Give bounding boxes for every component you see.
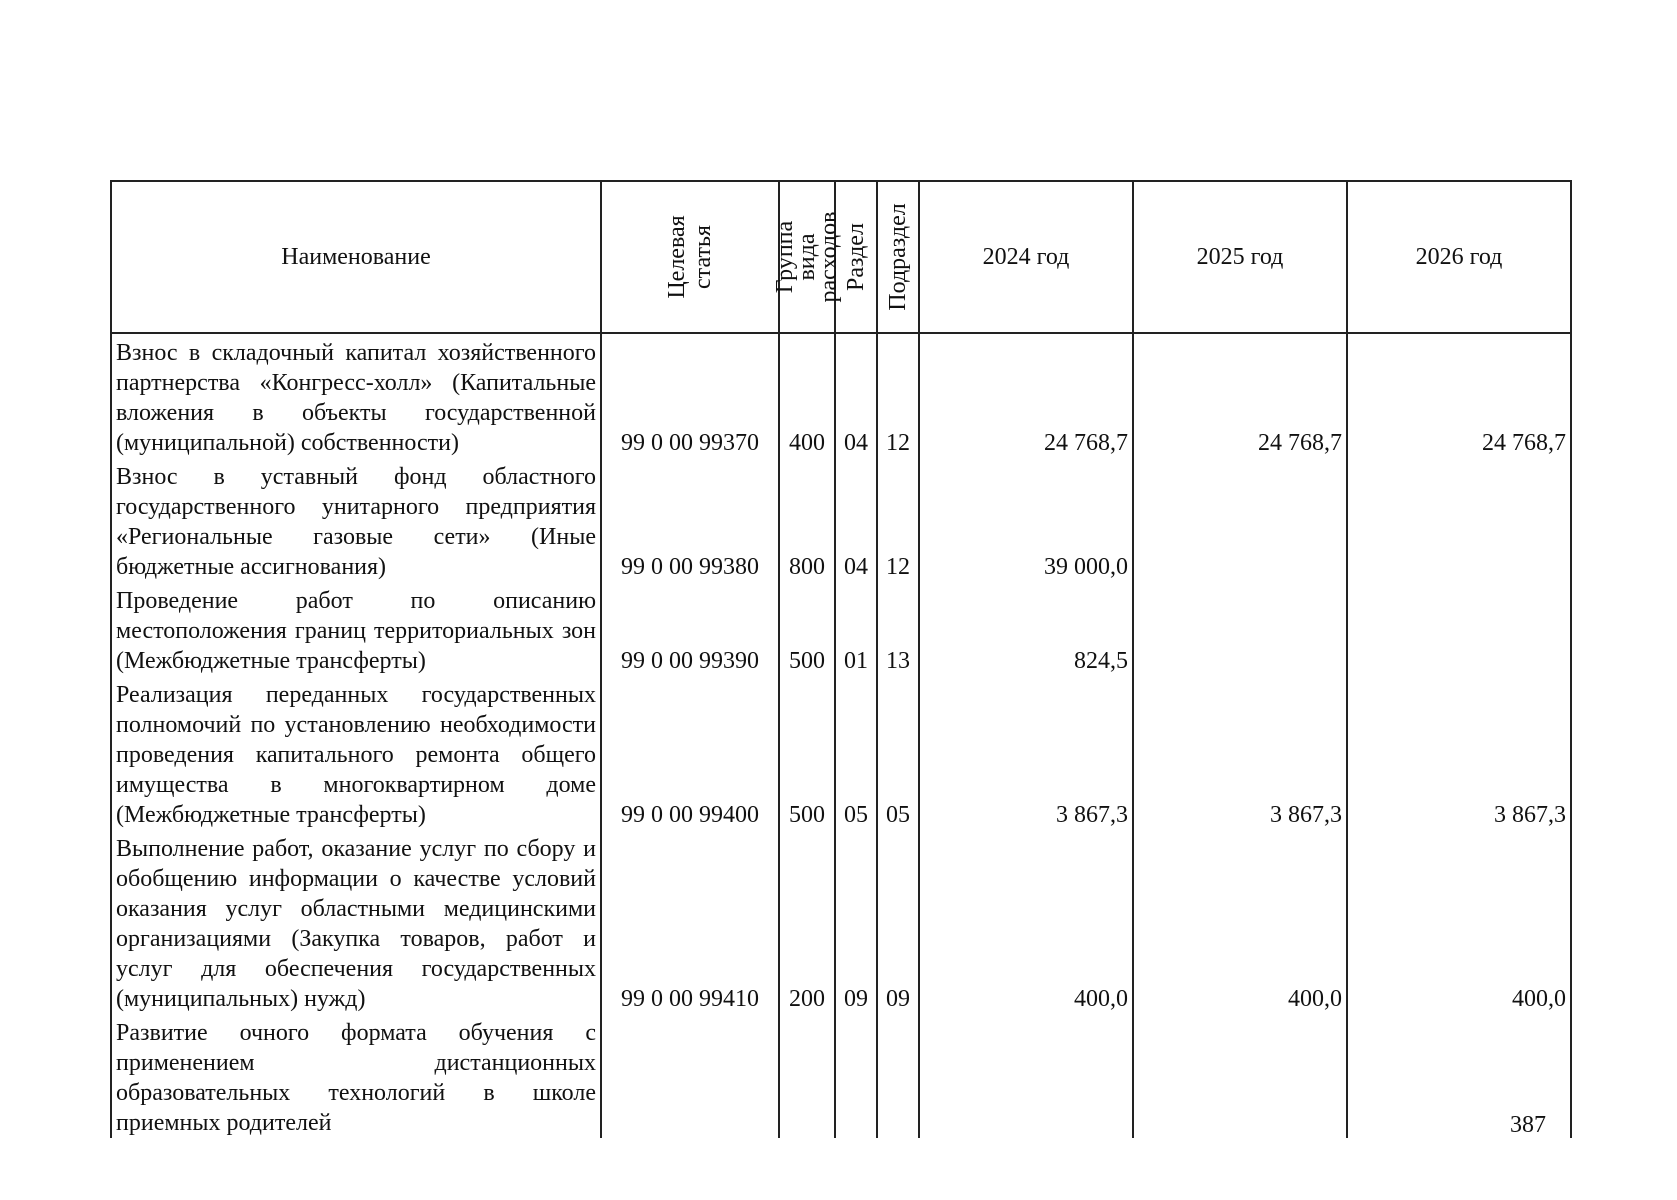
row-2025 [1133, 458, 1347, 582]
row-subsection: 12 [877, 458, 919, 582]
row-name: Проведение работ по описанию местоположения границ территориальных зон (Межбюджетные трансферты) [111, 582, 601, 676]
row-2024: 824,5 [919, 582, 1133, 676]
col-header-subsection: Подраздел [877, 181, 919, 333]
row-2024: 400,0 [919, 830, 1133, 1014]
row-target: 99 0 00 99380 [601, 458, 779, 582]
row-target: 99 0 00 99410 [601, 830, 779, 1014]
row-name: Взнос в уставный фонд областного государственного унитарного предприятия «Региональные газовые сети» (Иные бюджетные ассигнования) [111, 458, 601, 582]
row-name: Развитие очного формата обучения с применением дистанционных образовательных технологий в школе приемных родителей [111, 1014, 601, 1138]
row-subsection: 12 [877, 333, 919, 458]
budget-table [110, 180, 1572, 1138]
col-header-target: Целевая статья [601, 181, 779, 333]
row-2026: 400,0 [1347, 830, 1571, 1014]
col-header-name: Наименование [111, 181, 601, 333]
row-section [835, 1014, 877, 1138]
row-section: 04 [835, 458, 877, 582]
row-name: Взнос в складочный капитал хозяйственного партнерства «Конгресс-холл» (Капитальные вложения в объекты государственной (муниципальной) собственности) [111, 333, 601, 458]
row-target: 99 0 00 99400 [601, 676, 779, 830]
row-subsection: 09 [877, 830, 919, 1014]
page-number: 387 [1510, 1112, 1546, 1138]
row-2026 [1347, 458, 1571, 582]
row-2025: 3 867,3 [1133, 676, 1347, 830]
row-group: 800 [779, 458, 835, 582]
row-group: 500 [779, 676, 835, 830]
row-subsection [877, 1014, 919, 1138]
row-2024: 3 867,3 [919, 676, 1133, 830]
table-row [111, 333, 1571, 458]
table-row [111, 1014, 1571, 1138]
row-section: 09 [835, 830, 877, 1014]
col-header-2026: 2026 год [1347, 181, 1571, 333]
row-2024: 39 000,0 [919, 458, 1133, 582]
row-2025 [1133, 1014, 1347, 1138]
table-row [111, 676, 1571, 830]
row-section: 04 [835, 333, 877, 458]
col-header-2025: 2025 год [1133, 181, 1347, 333]
row-2025: 400,0 [1133, 830, 1347, 1014]
header-row [111, 181, 1571, 333]
row-section: 05 [835, 676, 877, 830]
row-name: Выполнение работ, оказание услуг по сбору и обобщению информации о качестве условий оказания услуг областными медицинскими организациями (Закупка товаров, работ и услуг для обеспечения государственных (муниципальных) нужд) [111, 830, 601, 1014]
col-header-2024: 2024 год [919, 181, 1133, 333]
row-target: 99 0 00 99390 [601, 582, 779, 676]
row-section: 01 [835, 582, 877, 676]
row-2024: 24 768,7 [919, 333, 1133, 458]
col-header-section: Раздел [835, 181, 877, 333]
row-target: 99 0 00 99370 [601, 333, 779, 458]
row-target [601, 1014, 779, 1138]
row-group: 200 [779, 830, 835, 1014]
row-2025: 24 768,7 [1133, 333, 1347, 458]
row-group: 500 [779, 582, 835, 676]
row-group [779, 1014, 835, 1138]
row-subsection: 13 [877, 582, 919, 676]
table-row [111, 830, 1571, 1014]
col-header-group: Группа вида расходов [779, 181, 835, 333]
row-subsection: 05 [877, 676, 919, 830]
table-row [111, 458, 1571, 582]
row-group: 400 [779, 333, 835, 458]
table-row [111, 582, 1571, 676]
row-name: Реализация переданных государственных полномочий по установлению необходимости проведения капитального ремонта общего имущества в многоквартирном доме (Межбюджетные трансферты) [111, 676, 601, 830]
row-2026 [1347, 582, 1571, 676]
row-2026: 3 867,3 [1347, 676, 1571, 830]
row-2025 [1133, 582, 1347, 676]
row-2026: 24 768,7 [1347, 333, 1571, 458]
row-2024 [919, 1014, 1133, 1138]
